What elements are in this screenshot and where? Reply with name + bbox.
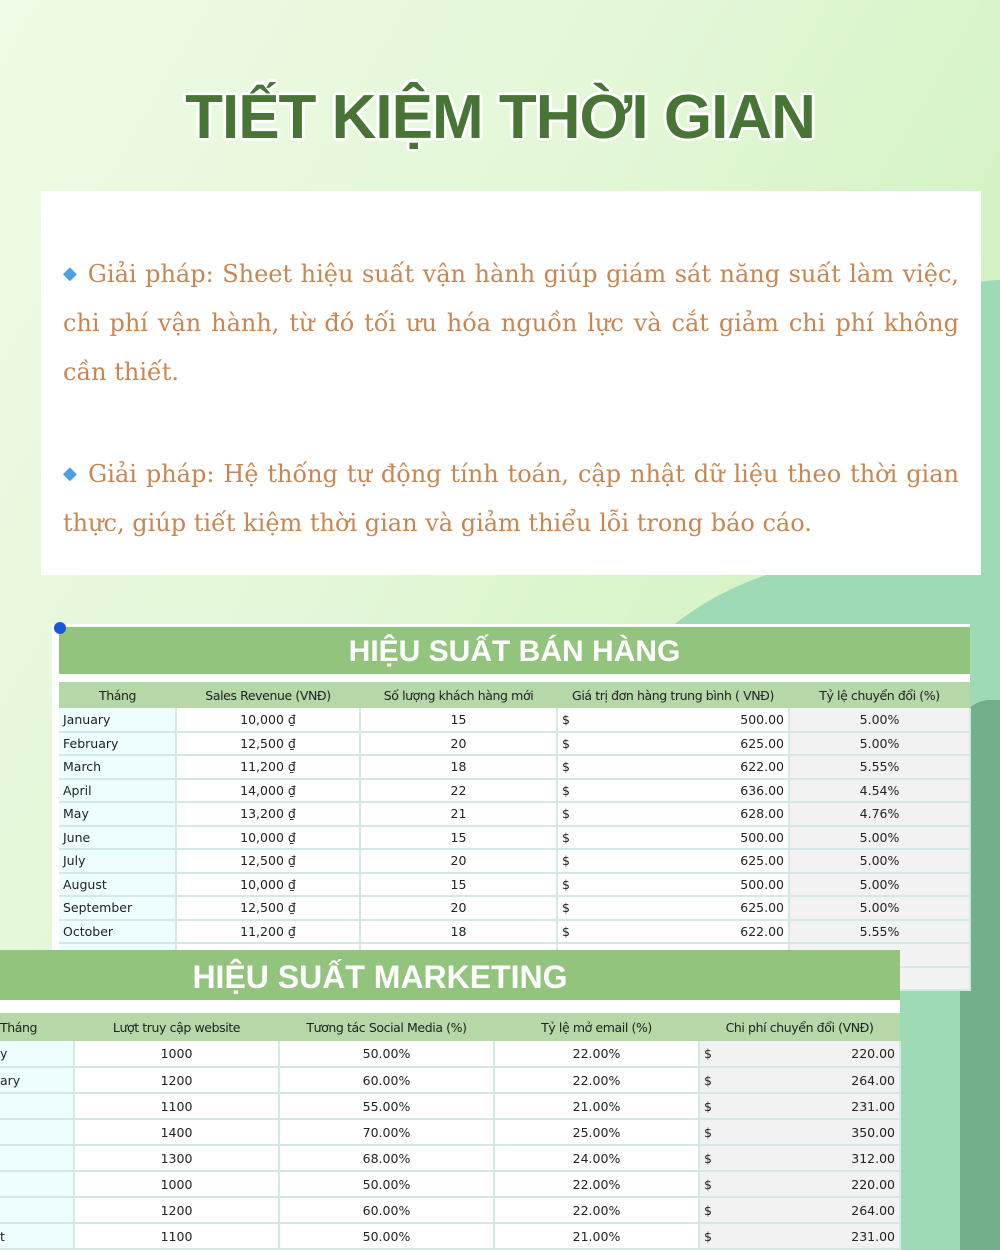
cell-value: 264.00 [851,1202,895,1218]
cell-social-engagement: 55.00% [279,1093,494,1119]
currency-symbol: $ [562,876,570,892]
table-row [0,1171,900,1197]
selection-handle[interactable] [54,622,66,634]
sales-sheet [52,624,970,990]
currency-symbol: $ [704,1046,712,1061]
cell-month [0,1171,74,1197]
cell-revenue: 10,000 ₫ [176,826,360,850]
diamond-icon: ◆ [63,263,78,284]
cell-website-visits: 1400 [74,1119,279,1145]
cell-value: 628.00 [740,806,784,822]
currency-symbol: $ [562,806,570,822]
cell-month [0,1119,74,1145]
cell-website-visits: 1000 [74,1171,279,1197]
cell-value: 625.00 [740,853,784,869]
currency-symbol: $ [562,735,570,751]
cell-social-engagement: 60.00% [279,1197,494,1223]
cell-avg-order [557,755,789,779]
cell-month: June [59,826,176,850]
table-row [0,1145,900,1171]
cell-value: 622.00 [740,923,784,939]
cell-revenue: 11,200 ₫ [176,755,360,779]
cell-conversion-cost [699,1145,900,1171]
column-header: Lượt truy cập website [74,1013,279,1041]
marketing-title: HIỆU SUẤT MARKETING [0,950,900,1000]
cell-value: 500.00 [740,829,784,845]
cell-month [0,1093,74,1119]
cell-avg-order [557,849,789,873]
cell-conversion: 4.76% [789,802,970,826]
currency-symbol: $ [704,1072,712,1088]
table-row [0,1197,900,1223]
cell-new-customers: 18 [360,920,557,944]
cell-revenue: 11,200 ₫ [176,920,360,944]
cell-revenue: 12,500 ₫ [176,896,360,920]
cell-website-visits: 1100 [74,1093,279,1119]
column-header: Tháng [0,1013,74,1041]
cell-month: July [59,849,176,873]
cell-conversion: 5.55% [789,920,970,944]
cell-social-engagement: 50.00% [279,1223,494,1249]
column-header: Chi phí chuyển đổi (VNĐ) [699,1013,900,1041]
column-header: Tỷ lệ mở email (%) [494,1013,699,1041]
currency-symbol: $ [562,923,570,939]
cell-conversion-cost [699,1041,900,1067]
table-row [0,1119,900,1145]
cell-conversion-cost [699,1067,900,1093]
table-row [0,1041,900,1067]
sales-title: HIỆU SUẤT BÁN HÀNG [59,627,970,674]
cell-value: 350.00 [851,1124,895,1140]
currency-symbol: $ [562,829,570,845]
cell-month: ary [0,1067,74,1093]
currency-symbol: $ [704,1202,712,1218]
cell-value: 312.00 [851,1150,895,1166]
info-paragraph [63,449,959,548]
currency-symbol: $ [704,1228,712,1244]
cell-avg-order [557,708,789,732]
currency-symbol: $ [704,1176,712,1192]
page-title: TIẾT KIỆM THỜI GIAN [185,83,815,152]
table-row [59,896,970,920]
table-row [59,732,970,756]
info-paragraph [63,249,959,397]
currency-symbol: $ [562,759,570,775]
cell-value: 231.00 [851,1228,895,1244]
cell-website-visits: 1100 [74,1223,279,1249]
cell-email-open-rate: 22.00% [494,1041,699,1067]
cell-revenue: 10,000 ₫ [176,708,360,732]
cell-avg-order [557,873,789,897]
cell-month: y [0,1041,74,1067]
cell-value: 231.00 [851,1098,895,1114]
cell-avg-order [557,732,789,756]
cell-avg-order [557,826,789,850]
cell-website-visits: 1200 [74,1197,279,1223]
sales-table [59,682,971,991]
cell-email-open-rate: 22.00% [494,1171,699,1197]
cell-email-open-rate: 24.00% [494,1145,699,1171]
cell-website-visits: 1300 [74,1145,279,1171]
cell-email-open-rate: 25.00% [494,1119,699,1145]
cell-conversion: 5.00% [789,849,970,873]
info-text: Giải pháp: Sheet hiệu suất vận hành giúp giám sát năng suất làm việc, chi phí vận hành, từ đó tối ưu hóa nguồn lực và cắt giảm chi phí không cần thiết. [63,260,960,386]
cell-avg-order [557,920,789,944]
cell-month: May [59,802,176,826]
table-row [0,1067,900,1093]
cell-month [0,1197,74,1223]
cell-new-customers: 20 [360,732,557,756]
cell-value: 625.00 [740,735,784,751]
table-row [59,802,970,826]
cell-social-engagement: 68.00% [279,1145,494,1171]
table-row [59,920,970,944]
cell-website-visits: 1000 [74,1041,279,1067]
currency-symbol: $ [704,1150,712,1166]
cell-email-open-rate: 22.00% [494,1197,699,1223]
cell-value: 220.00 [851,1046,895,1061]
table-row [59,755,970,779]
cell-website-visits: 1200 [74,1067,279,1093]
cell-value: 220.00 [851,1176,895,1192]
cell-new-customers: 22 [360,779,557,803]
currency-symbol: $ [562,853,570,869]
cell-new-customers: 15 [360,708,557,732]
cell-conversion-cost [699,1171,900,1197]
column-header: Tương tác Social Media (%) [279,1013,494,1041]
cell-new-customers: 15 [360,826,557,850]
column-header: Giá trị đơn hàng trung bình ( VNĐ) [557,682,789,708]
cell-email-open-rate: 21.00% [494,1223,699,1249]
cell-revenue: 13,200 ₫ [176,802,360,826]
currency-symbol: $ [704,1124,712,1140]
column-header: Số lượng khách hàng mới [360,682,557,708]
cell-new-customers: 18 [360,755,557,779]
cell-email-open-rate: 22.00% [494,1067,699,1093]
currency-symbol: $ [562,782,570,798]
table-row [0,1223,900,1249]
marketing-table [0,1013,901,1250]
column-header: Tháng [59,682,176,708]
cell-value: 500.00 [740,711,784,727]
cell-social-engagement: 60.00% [279,1067,494,1093]
cell-conversion: 4.54% [789,779,970,803]
cell-conversion: 5.00% [789,826,970,850]
info-text: Giải pháp: Hệ thống tự động tính toán, cập nhật dữ liệu theo thời gian thực, giúp tiết kiệm thời gian và giảm thiểu lỗi trong báo cáo. [63,460,959,537]
table-row [59,826,970,850]
cell-revenue: 12,500 ₫ [176,849,360,873]
cell-conversion: 5.00% [789,732,970,756]
cell-avg-order [557,779,789,803]
cell-month: August [59,873,176,897]
cell-month: March [59,755,176,779]
cell-social-engagement: 50.00% [279,1171,494,1197]
cell-revenue: 14,000 ₫ [176,779,360,803]
cell-new-customers: 15 [360,873,557,897]
cell-new-customers: 21 [360,802,557,826]
cell-conversion-cost [699,1223,900,1249]
cell-value: 625.00 [740,900,784,916]
currency-symbol: $ [562,711,570,727]
table-row [0,1093,900,1119]
cell-social-engagement: 50.00% [279,1041,494,1067]
cell-month: October [59,920,176,944]
currency-symbol: $ [562,900,570,916]
cell-month: February [59,732,176,756]
cell-value: 264.00 [851,1072,895,1088]
cell-month: September [59,896,176,920]
cell-value: 500.00 [740,876,784,892]
table-row [59,708,970,732]
cell-month: t [0,1223,74,1249]
info-box [41,191,981,575]
cell-new-customers: 20 [360,849,557,873]
cell-month: April [59,779,176,803]
table-row [59,873,970,897]
cell-conversion: 5.00% [789,896,970,920]
cell-conversion: 5.55% [789,755,970,779]
column-header: Sales Revenue (VNĐ) [176,682,360,708]
cell-avg-order [557,802,789,826]
cell-new-customers: 20 [360,896,557,920]
cell-revenue: 10,000 ₫ [176,873,360,897]
table-row [59,849,970,873]
diamond-icon: ◆ [63,463,79,484]
cell-value: 622.00 [740,759,784,775]
cell-revenue: 12,500 ₫ [176,732,360,756]
cell-conversion-cost [699,1197,900,1223]
cell-value: 636.00 [740,782,784,798]
cell-avg-order [557,896,789,920]
cell-conversion: 5.00% [789,708,970,732]
table-row [59,779,970,803]
cell-conversion-cost [699,1119,900,1145]
marketing-sheet [0,950,900,1250]
cell-conversion: 5.00% [789,873,970,897]
currency-symbol: $ [704,1098,712,1114]
cell-month: January [59,708,176,732]
column-header: Tỷ lệ chuyển đổi (%) [789,682,970,708]
cell-month [0,1145,74,1171]
cell-social-engagement: 70.00% [279,1119,494,1145]
cell-conversion-cost [699,1093,900,1119]
cell-email-open-rate: 21.00% [494,1093,699,1119]
